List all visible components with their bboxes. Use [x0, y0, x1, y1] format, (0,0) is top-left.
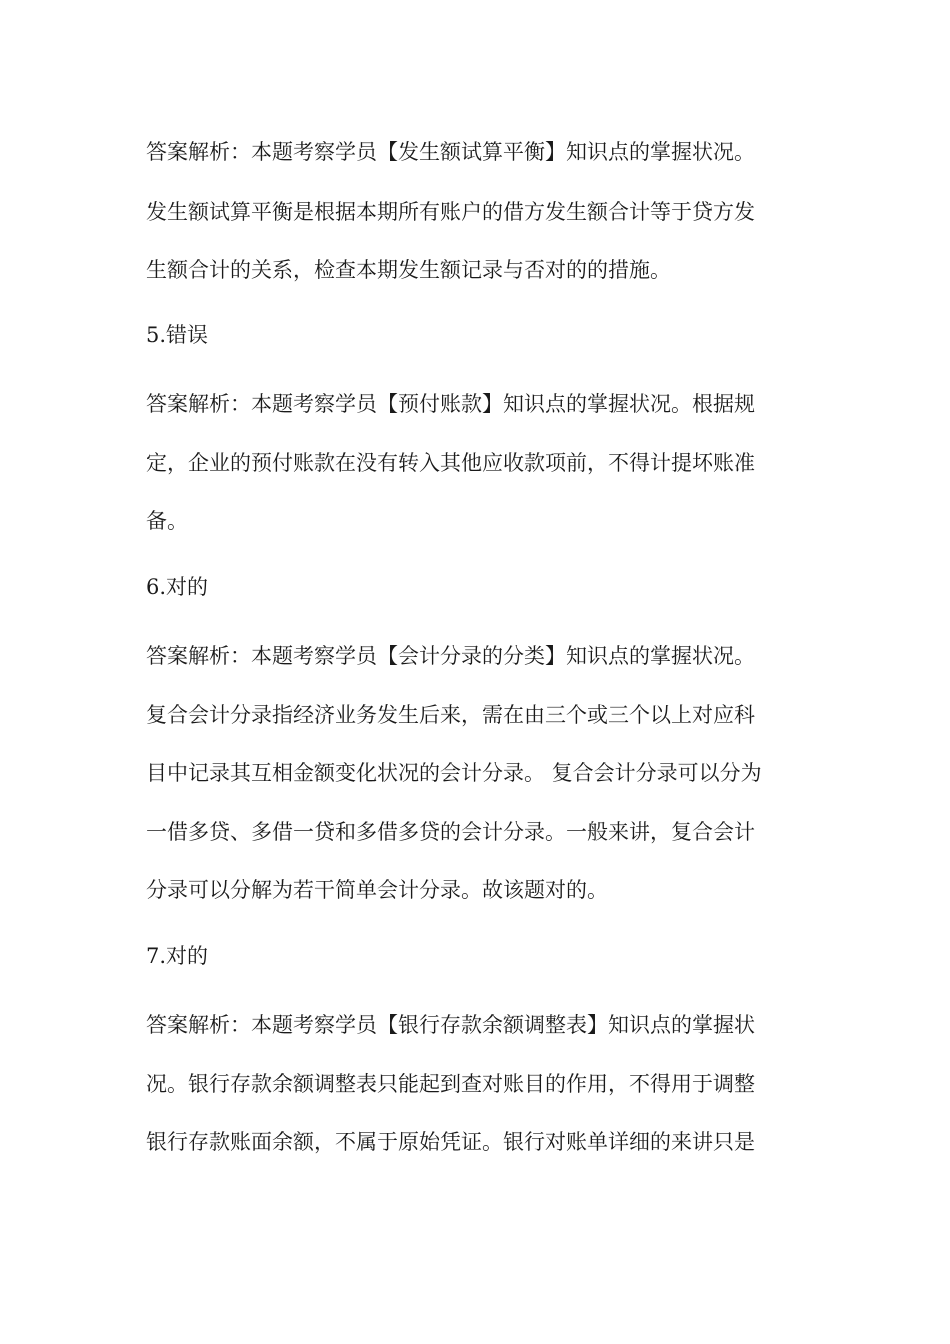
- explanation-6-line-4: 一借多贷、多借一贷和多借多贷的会计分录。一般来讲，复合会计: [146, 820, 755, 844]
- answer-7-heading: 7.对的: [146, 944, 209, 968]
- explanation-5-line-3: 备。: [146, 509, 188, 533]
- explanation-6-line-2: 复合会计分录指经济业务发生后来，需在由三个或三个以上对应科: [146, 703, 755, 727]
- explanation-4-line-3: 生额合计的关系，检查本期发生额记录与否对的的措施。: [146, 258, 671, 282]
- explanation-5-line-2: 定，企业的预付账款在没有转入其他应收款项前，不得计提坏账准: [146, 451, 755, 475]
- answer-6-heading: 6.对的: [146, 575, 209, 599]
- explanation-5-line-1: 答案解析：本题考察学员【预付账款】知识点的掌握状况。根据规: [146, 392, 755, 416]
- explanation-4-line-2: 发生额试算平衡是根据本期所有账户的借方发生额合计等于贷方发: [146, 200, 755, 224]
- explanation-7-line-2: 况。银行存款余额调整表只能起到查对账目的作用，不得用于调整: [146, 1072, 755, 1096]
- answer-5-heading: 5.错误: [146, 323, 209, 347]
- explanation-6-line-1: 答案解析：本题考察学员【会计分录的分类】知识点的掌握状况。: [146, 644, 755, 668]
- explanation-4-line-1: 答案解析：本题考察学员【发生额试算平衡】知识点的掌握状况。: [146, 140, 755, 164]
- explanation-6-line-5: 分录可以分解为若干简单会计分录。故该题对的。: [146, 878, 608, 902]
- explanation-7-line-1: 答案解析：本题考察学员【银行存款余额调整表】知识点的掌握状: [146, 1013, 755, 1037]
- explanation-6-line-3: 目中记录其互相金额变化状况的会计分录。 复合会计分录可以分为: [146, 761, 762, 785]
- explanation-7-line-3: 银行存款账面余额，不属于原始凭证。银行对账单详细的来讲只是: [146, 1130, 755, 1154]
